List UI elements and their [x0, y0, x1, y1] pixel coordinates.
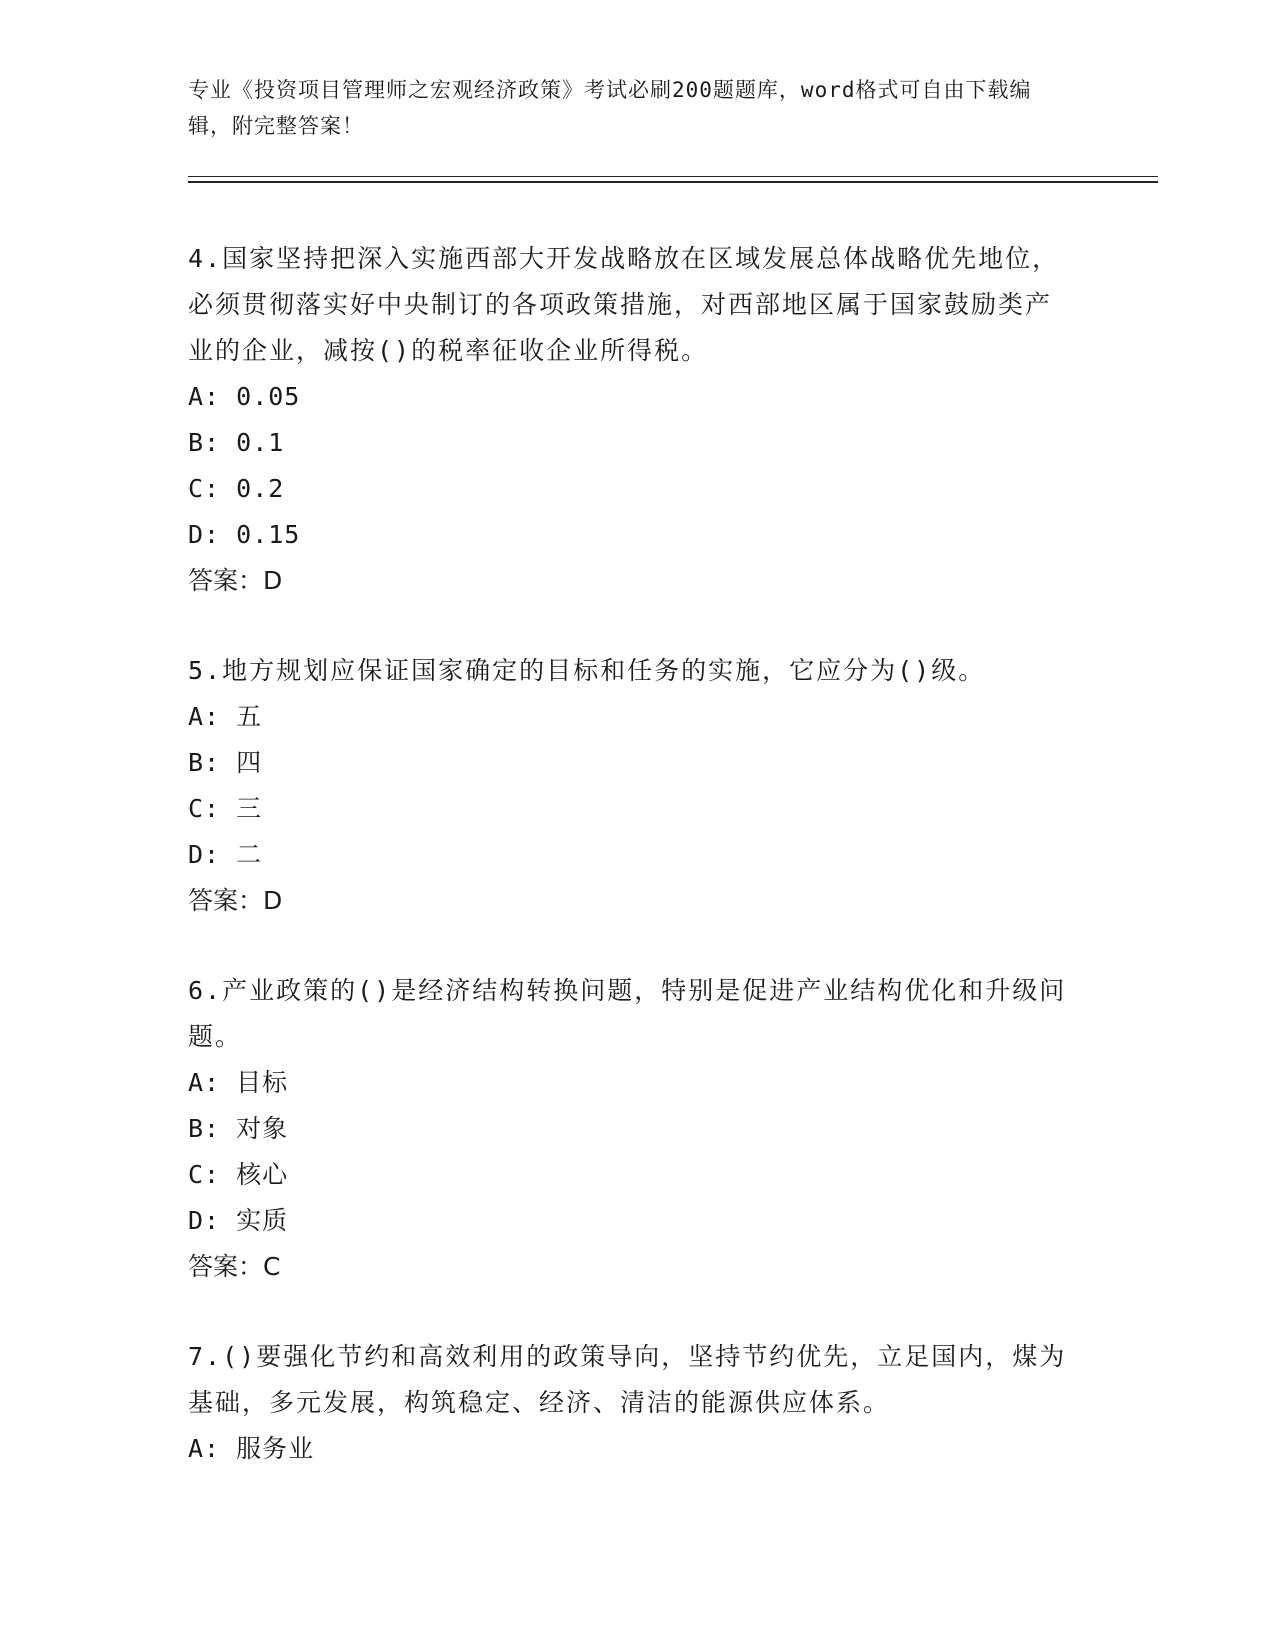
option-d: D: 二: [188, 840, 263, 869]
question-item: [188, 648, 1068, 924]
answer-text: 答案：D: [188, 886, 283, 915]
answer-text: 答案：C: [188, 1252, 281, 1281]
question-text: 6.产业政策的()是经济结构转换问题，特别是促进产业结构优化和升级问题。: [188, 976, 1067, 1051]
option-a: A: 目标: [188, 1068, 289, 1097]
question-text: 5.地方规划应保证国家确定的目标和任务的实施，它应分为()级。: [188, 656, 986, 685]
document-header: 专业《投资项目管理师之宏观经济政策》考试必刷200题题库，word格式可自由下载编辑，附完整答案！: [188, 78, 1032, 138]
option-a: A: 五: [188, 702, 263, 731]
question-text: 7.()要强化节约和高效利用的政策导向，坚持节约优先，立足国内，煤为基础，多元发展，构筑稳定、经济、清洁的能源供应体系。: [188, 1342, 1067, 1417]
answer-text: 答案：D: [188, 566, 283, 595]
option-b: B: 0.1: [188, 428, 285, 457]
option-c: C: 三: [188, 794, 263, 823]
header-divider-thin: [188, 176, 1158, 177]
question-item: [188, 968, 1068, 1290]
option-a: A: 0.05: [188, 382, 301, 411]
header-divider-thick: [188, 181, 1158, 183]
option-c: C: 0.2: [188, 474, 285, 503]
option-d: D: 实质: [188, 1206, 289, 1235]
question-list: [188, 236, 1068, 1516]
option-b: B: 四: [188, 748, 263, 777]
option-b: B: 对象: [188, 1114, 289, 1143]
option-d: D: 0.15: [188, 520, 301, 549]
question-item: [188, 1334, 1068, 1472]
question-text: 4.国家坚持把深入实施西部大开发战略放在区域发展总体战略优先地位，必须贯彻落实好中央制订的各项政策措施，对西部地区属于国家鼓励类产业的企业，减按()的税率征收企业所得税。: [188, 244, 1060, 365]
question-item: [188, 236, 1068, 604]
option-c: C: 核心: [188, 1160, 289, 1189]
option-a: A: 服务业: [188, 1434, 315, 1463]
